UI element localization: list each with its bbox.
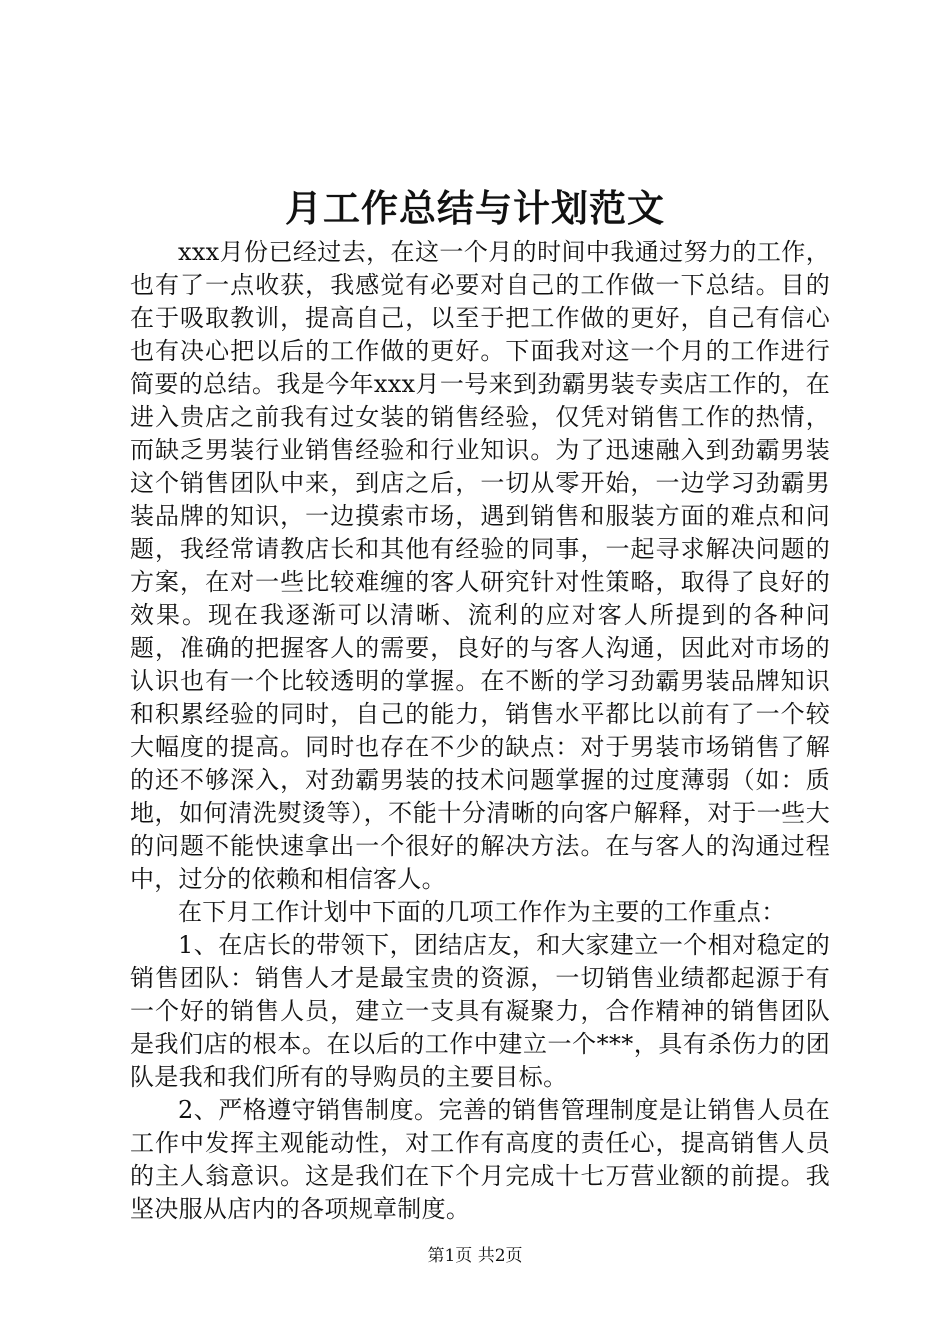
document-body (130, 236, 830, 1226)
paragraph-summary: xxx月份已经过去，在这一个月的时间中我通过努力的工作，也有了一点收获，我感觉有必要对自己的工作做一下总结。目的在于吸取教训，提高自己，以至于把工作做的更好，自己有信心也有决心把以后的工作做的更好。下面我对这一个月的工作进行简要的总结。我是今年xxx月一号来到劲霸男装专卖店工作的，在进入贵店之前我有过女装的销售经验，仅凭对销售工作的热情，而缺乏男装行业销售经验和行业知识。为了迅速融入到劲霸男装这个销售团队中来，到店之后，一切从零开始，一边学习劲霸男装品牌的知识，一边摸索市场，遇到销售和服装方面的难点和问题，我经常请教店长和其他有经验的同事，一起寻求解决问题的方案，在对一些比较难缠的客人研究针对性策略，取得了良好的效果。现在我逐渐可以清晰、流利的应对客人所提到的各种问题，准确的把握客人的需要，良好的与客人沟通，因此对市场的认识也有一个比较透明的掌握。在不断的学习劲霸男装品牌知识和积累经验的同时，自己的能力，销售水平都比以前有了一个较大幅度的提高。同时也存在不少的缺点：对于男装市场销售了解的还不够深入，对劲霸男装的技术问题掌握的过度薄弱（如：质地，如何清洗熨烫等），不能十分清晰的向客户解释，对于一些大的问题不能快速拿出一个很好的解决方法。在与客人的沟通过程中，过分的依赖和相信客人。 (130, 238, 830, 893)
paragraph-plan-intro: 在下月工作计划中下面的几项工作作为主要的工作重点： (178, 898, 786, 926)
paragraph-plan-item-1: 1、在店长的带领下，团结店友，和大家建立一个相对稳定的销售团队：销售人才是最宝贵的资源，一切销售业绩都起源于有一个好的销售人员，建立一支具有凝聚力，合作精神的销售团队是我们店的根本。在以后的工作中建立一个***，具有杀伤力的团队是我和我们所有的导购员的主要目标。 (130, 931, 830, 1091)
document-title: 月工作总结与计划范文 (285, 186, 665, 230)
paragraph-plan-item-2: 2、严格遵守销售制度。完善的销售管理制度是让销售人员在工作中发挥主观能动性，对工作有高度的责任心，提高销售人员的主人翁意识。这是我们在下个月完成十七万营业额的前提。我坚决服从店内的各项规章制度。 (130, 1096, 830, 1223)
page-number-footer: 第1页 共2页 (427, 1246, 523, 1266)
